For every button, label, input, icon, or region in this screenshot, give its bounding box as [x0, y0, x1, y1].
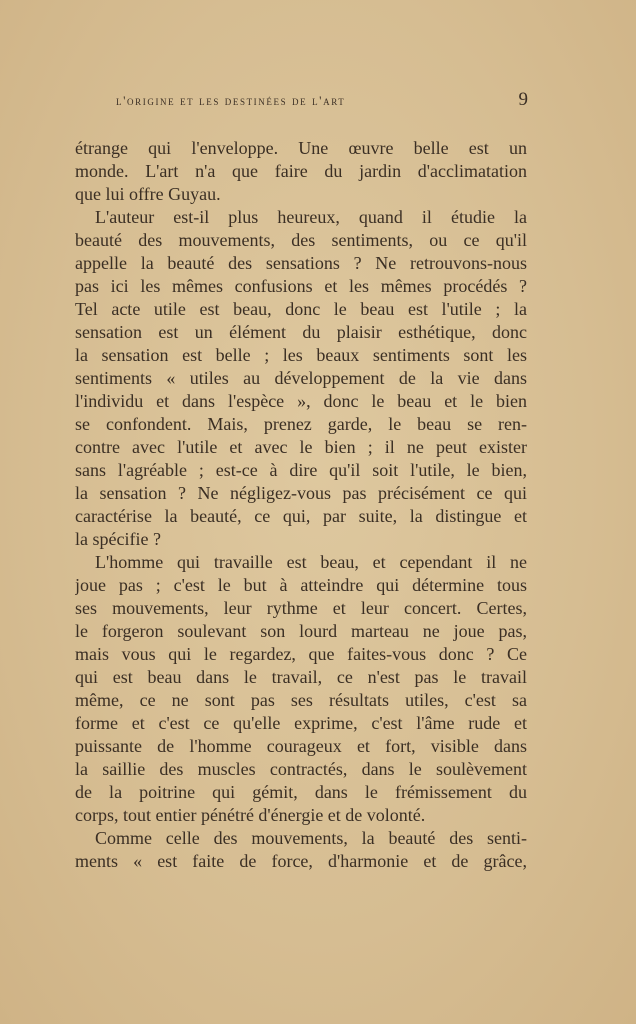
text-line: corps, tout entier pénétré d'énergie et de volonté. [75, 805, 426, 825]
text-line: monde. L'art n'a que faire du jardin d'acclimatation [75, 161, 527, 181]
text-line: l'individu et dans l'espèce », donc le beau et le bien [75, 391, 527, 411]
running-header [116, 89, 528, 117]
text-line: mais vous qui le regardez, que faites-vous donc ? Ce [75, 644, 527, 664]
text-line: la saillie des muscles contractés, dans le soulèvement [75, 759, 527, 779]
text-line: étrange qui l'enveloppe. Une œuvre belle est un [75, 138, 527, 158]
text-line: sensation est un élément du plaisir esthétique, donc [75, 322, 527, 342]
text-line: ments « est faite de force, d'harmonie et de grâce, [75, 851, 527, 871]
text-line: appelle la beauté des sensations ? Ne retrouvons-nous [75, 253, 527, 273]
text-line: Tel acte utile est beau, donc le beau est l'utile ; la [75, 299, 527, 319]
running-title: l'origine et les destinées de l'art [116, 93, 346, 108]
text-line: même, ce ne sont pas ses résultats utiles, c'est sa [75, 690, 527, 710]
text-line: se confondent. Mais, prenez garde, le beau se ren- [75, 414, 527, 434]
text-line: qui est beau dans le travail, ce n'est pas le travail [75, 667, 527, 687]
page-number: 9 [518, 89, 528, 110]
text-line: que lui offre Guyau. [75, 184, 221, 204]
text-line: sans l'agréable ; est-ce à dire qu'il soit l'utile, le bien, [75, 460, 527, 480]
text-line: la sensation ? Ne négligez-vous pas précisément ce qui [75, 483, 527, 503]
text-line: joue pas ; c'est le but à atteindre qui détermine tous [75, 575, 527, 595]
text-line: forme et c'est ce qu'elle exprime, c'est l'âme rude et [75, 713, 527, 733]
text-line: contre avec l'utile et avec le bien ; il ne peut exister [75, 437, 527, 457]
text-line: Comme celle des mouvements, la beauté des senti- [95, 828, 527, 848]
text-line: pas ici les mêmes confusions et les mêmes procédés ? [75, 276, 527, 296]
text-line: beauté des mouvements, des sentiments, ou ce qu'il [75, 230, 527, 250]
text-line: sentiments « utiles au développement de la vie dans [75, 368, 527, 388]
text-line: ses mouvements, leur rythme et leur concert. Certes, [75, 598, 527, 618]
page-body-text [75, 137, 527, 873]
text-line: caractérise la beauté, ce qui, par suite, la distingue et [75, 506, 527, 526]
text-line: la spécifie ? [75, 529, 161, 549]
text-line: le forgeron soulevant son lourd marteau ne joue pas, [75, 621, 527, 641]
text-line: puissante de l'homme courageux et fort, visible dans [75, 736, 527, 756]
text-line: L'homme qui travaille est beau, et cependant il ne [95, 552, 527, 572]
text-line: de la poitrine qui gémit, dans le frémissement du [75, 782, 527, 802]
text-line: L'auteur est-il plus heureux, quand il étudie la [95, 207, 527, 227]
text-line: la sensation est belle ; les beaux sentiments sont les [75, 345, 527, 365]
